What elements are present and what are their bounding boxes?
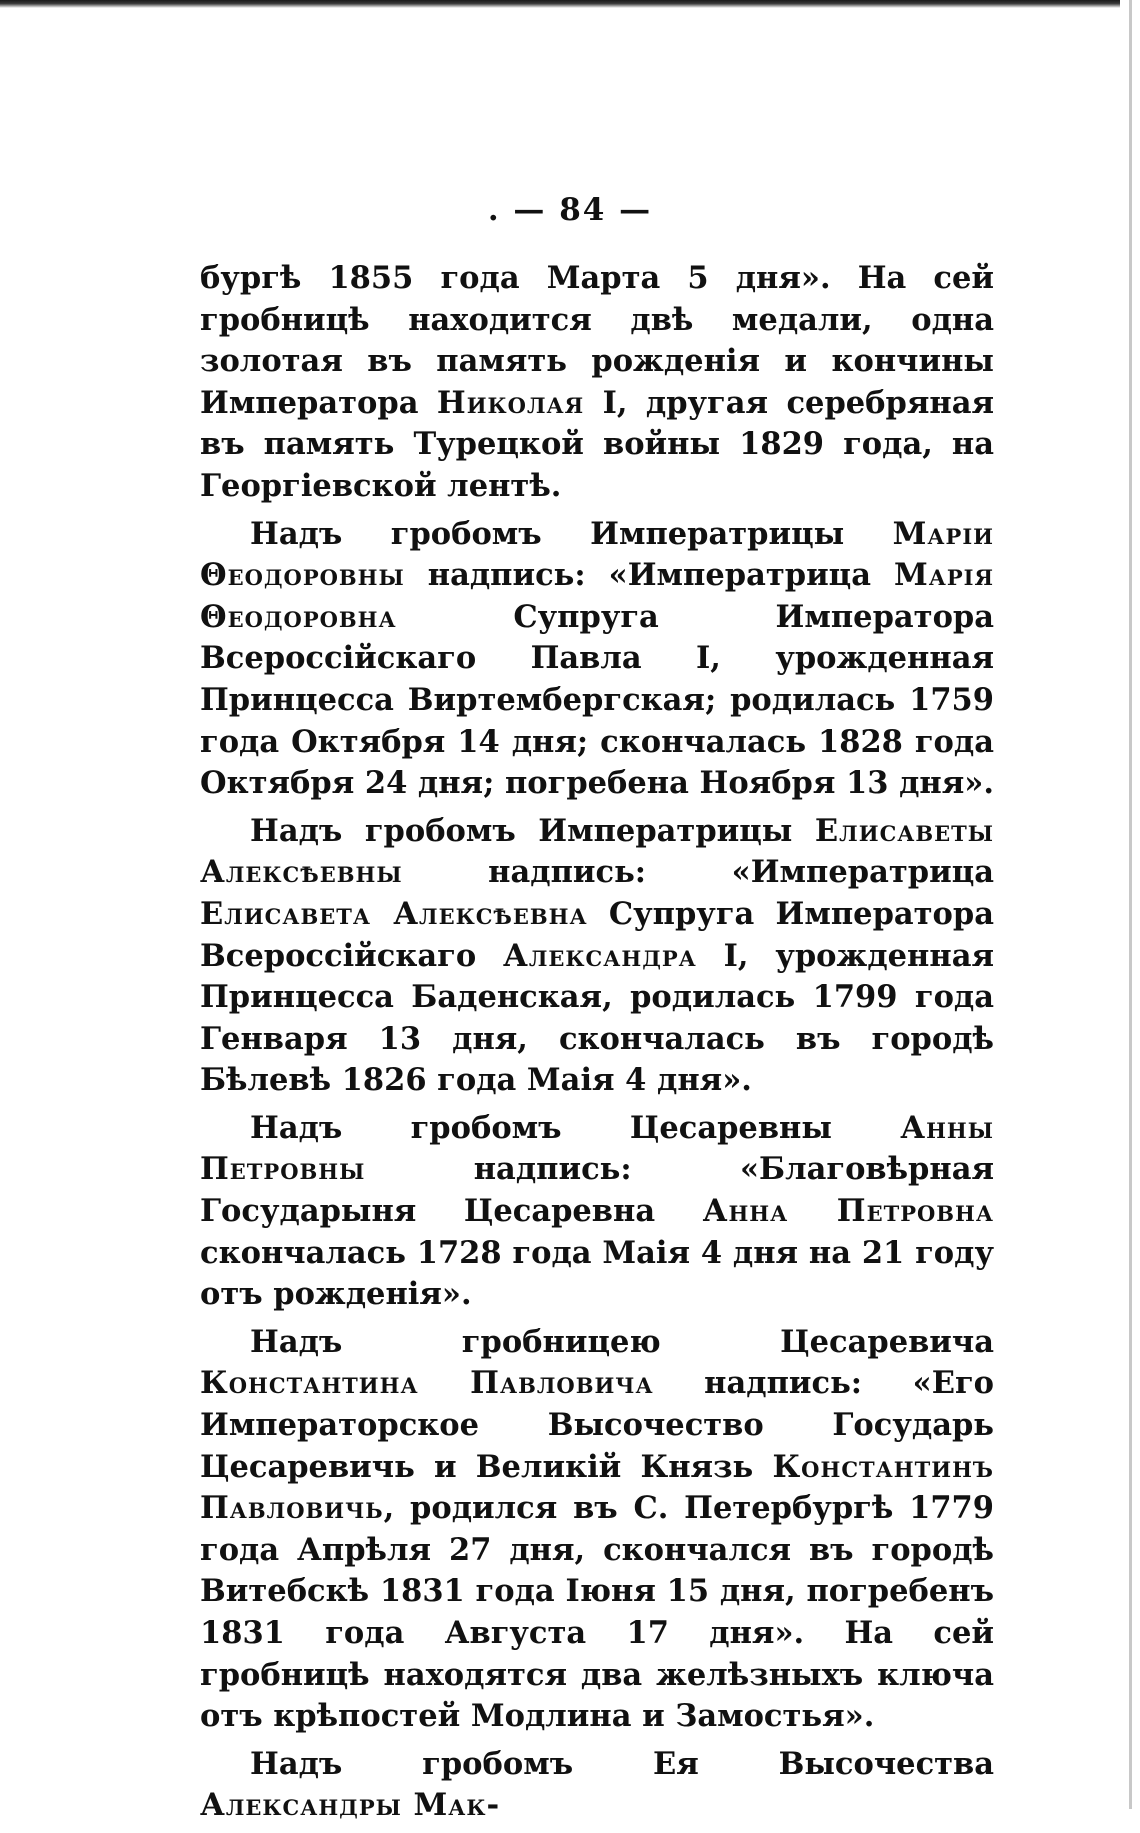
text-run: Надъ гробницею Цесаревича: [250, 1323, 994, 1360]
small-caps-name: Марія Θеодоровна: [200, 557, 994, 635]
paragraph-6: [200, 1744, 994, 1827]
page-number: . — 84 —: [487, 192, 653, 228]
text-run: I, урожденная Принцесса Баденская, родилась 1799 года Генваря 13 дня, скончалась въ городѣ Бѣлевѣ 1826 года Маія 4 дня».: [200, 937, 994, 1099]
small-caps-name: Александры Мак-: [200, 1787, 501, 1824]
scan-edge-top: [0, 0, 1120, 8]
text-run: , родился въ С. Петербургѣ 1779 года Апрѣля 27 дня, скончался въ городѣ Витебскѣ 1831 года Іюня 15 дня, погребенъ 1831 года Августа 17 дня». На сей гробницѣ находятся два желѣзныхъ ключа отъ крѣпостей Модлина и Замостья».: [200, 1490, 994, 1735]
paragraph-1: [200, 258, 994, 508]
small-caps-name: Анны Петровны: [200, 1109, 994, 1188]
body-text: [200, 258, 994, 1833]
text-run: надпись: «Благовѣрная Государыня Цесаревна: [200, 1151, 994, 1230]
scan-edge-right: [1129, 0, 1132, 1809]
small-caps-name: Николая: [436, 384, 585, 421]
paragraph-3: [200, 811, 994, 1102]
paragraph-5: [200, 1322, 994, 1738]
text-run: бургѣ 1855 года Марта 5 дня». На сей гробницѣ находится двѣ медали, одна золотая въ память рожденія и кончины Императора: [200, 260, 994, 421]
text-run: Супруга Императора Всероссійскаго Павла I, урожденная Принцесса Виртембергская; родилась 1759 года Октября 14 дня; скончалась 1828 года Октября 24 дня; погребена Ноября 13 дня».: [200, 598, 994, 802]
small-caps-name: Маріи Θеодоровны: [200, 515, 994, 594]
paragraph-2: [200, 514, 994, 805]
small-caps-name: Константинъ Павловичь: [200, 1448, 994, 1527]
small-caps-name: Александра: [503, 937, 697, 974]
text-run: скончалась 1728 года Маія 4 дня на 21 году отъ рожденія».: [200, 1234, 994, 1313]
small-caps-name: Елисавета Алексѣевна: [200, 895, 588, 932]
text-run: Надъ гробомъ Императрицы: [250, 515, 893, 552]
text-run: Надъ гробомъ Императрицы: [250, 812, 815, 849]
text-run: надпись: «Его Императорское Высочество Государь Цесаревичь и Великій Князь: [200, 1365, 994, 1485]
small-caps-name: Елисаветы Алексѣевны: [200, 812, 994, 891]
paragraph-4: [200, 1108, 994, 1316]
text-run: надпись: «Императрица: [402, 854, 994, 891]
small-caps-name: Анна Петровна: [702, 1193, 994, 1230]
text-run: Супруга Императора Всероссійскаго: [200, 895, 994, 974]
text-run: Надъ гробомъ Цесаревны: [250, 1109, 901, 1146]
text-run: I, другая серебряная въ память Турецкой войны 1829 года, на Георгіевской лентѣ.: [200, 384, 994, 504]
small-caps-name: Константина Павловича: [200, 1365, 654, 1402]
text-run: надпись: «Императрица: [404, 557, 894, 594]
text-run: Надъ гробомъ Ея Высочества: [250, 1745, 994, 1782]
